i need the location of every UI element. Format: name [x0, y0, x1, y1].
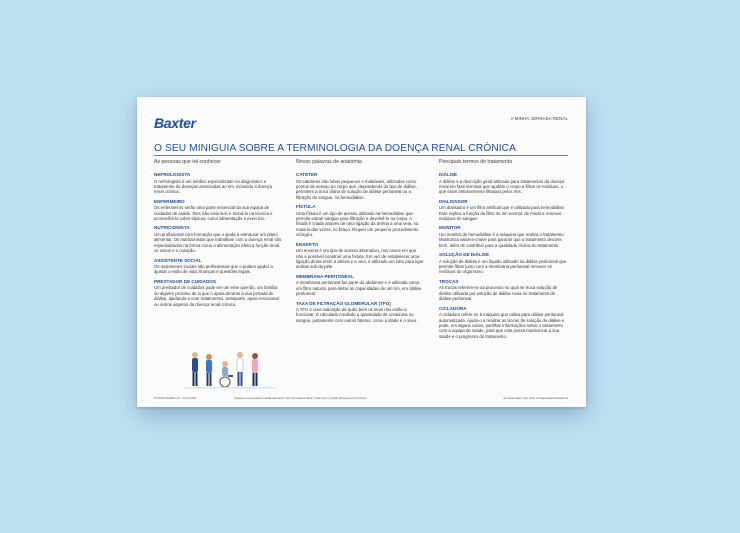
- term-title: CATETER: [296, 172, 318, 177]
- column-heading: Novas palavras de anatomia: [296, 159, 362, 165]
- term-title: TROCAS: [439, 278, 459, 284]
- term-title: TAXA DE FILTRAÇÃO GLOMERULAR (TFG): [296, 300, 391, 306]
- term-title: PRESTADOR DE CUIDADOS: [154, 278, 216, 284]
- person-figure: [252, 353, 258, 386]
- term-title: DIALISADOR: [439, 198, 468, 204]
- column-anatomy: [296, 159, 424, 327]
- term-definition: Um enxerto é um tipo de acesso alternativo, nos casos em que não é possível construir uma fístula. Em vez de estabelecer uma ligação direta entre a artéria e a veia, é utilizado um tubo para ligar ambas sob da pele.: [296, 248, 424, 270]
- term-title: CICLADORA: [439, 305, 467, 311]
- term-definition: O nefrologista é um médico especializado no diagnóstico e tratamento de doenças associadas ao rim, incluindo a doença renal crónica.: [154, 178, 272, 195]
- term-definition: Os enfermeiros serão uma parte essencial da sua equipa de cuidados de saúde. Eles irão ensiná-lo e treiná-lo na técnica e aconselhá-lo sobre tópicos, como alimentação e exercício.: [154, 205, 273, 222]
- term-definition: Um dialisador é um filtro artificial que é utilizado para hemodiálise. Este replica a função de filtro do rim normal, de modo a remover resíduos do sangue.: [439, 205, 566, 222]
- term-definition: Os cateteres são tubos pequenos e maleáveis, utilizados como pontos de acesso ao corpo que, dependendo do tipo de diálise, permitem a troca diária de solução de diálise peritoneal ou a filtração do sangue, na hemodiálise.: [296, 178, 417, 200]
- term-title: ENFERMEIRO: [154, 198, 185, 204]
- term-definition: As trocas referem-se ao processo no qual se troca solução de diálise utilizada por solução de diálise nova no tratamento de diálise peritoneal.: [439, 285, 558, 302]
- term-title: NUTRICIONISTA: [154, 225, 190, 231]
- baxter-logo: Baxter: [154, 115, 196, 131]
- leaflet-footer: [154, 397, 568, 403]
- person-figure: [192, 352, 198, 386]
- column-heading: Principais termos de tratamento: [439, 159, 513, 165]
- term-title: FÍSTULA: [296, 204, 316, 210]
- term-definition: A solução de diálise é um líquido utilizado na diálise peritoneal que permite filtrar junto com a membrana peritoneal remover os resíduos do organismo.: [439, 258, 567, 275]
- person-figure: [237, 352, 243, 386]
- term-definition: Uma fístula é um tipo de acesso utilizado na hemodiálise que permite extrair sangue para filtração e devolvê-lo ao corpo. A fístula é criada através de uma ligação da artéria a uma veia, na maioria das vezes, no braço. Requer um pequeno procedimento cirúrgico.: [296, 210, 419, 238]
- term-title: MEMBRANA PERITONEAL: [296, 273, 354, 279]
- term-title: DIÁLISE: [439, 172, 458, 177]
- term-title: SOLUÇÃO DE DIÁLISE: [439, 252, 490, 258]
- term-definition: Um prestador de cuidados pode ser um ente querido, um familiar ou alguém próximo de si que o apoia durante a sua jornada de diálise, ajudando-o com tratamentos, transporte, apoio emocional ou outros aspetos da doença renal crónica.: [154, 285, 279, 307]
- term-definition: A cicladora refere-se à máquina que utiliza para diálise peritoneal automatizada. Ajuda-o a realizar as trocas de solução de diálise e pode, em alguns casos, partilhar informações sobre o tratamento com a equipa de saúde, para que esta possa monitorizar a sua saúde e o progresso do tratamento.: [439, 312, 565, 339]
- term-title: MONITOR: [439, 225, 461, 231]
- title-divider: [154, 155, 568, 156]
- journey-tagline: A MINHA JORNADA RENAL: [510, 116, 568, 121]
- term-definition: Um monitor de hemodiálise é a máquina que realiza o tratamento. Monitoriza valores-chave para garantir que o tratamento decorre bem, além de contribuir para a qualidade clínica do tratamento.: [439, 231, 565, 248]
- column-people: [154, 159, 282, 311]
- wheelchair-person-figure: [220, 361, 233, 387]
- contact-note: Contacte a sua equipa de saúde para obter mais informações sobre o tratamento e gestão da doença renal crónica.: [234, 397, 368, 400]
- column-treatment: [439, 159, 567, 343]
- term-title: NEFROLOGISTA: [154, 172, 191, 177]
- term-definition: Um profissional com formação que o ajuda a estruturar um plano alimentar. Os nutricionistas que trabalham com a doença renal são especializados na forma como a alimentação afeta a função renal, os ossos e o coração.: [154, 231, 282, 254]
- term-definition: A diálise é a descrição geral utilizada para tratamentos da doença renal em fase terminal que ajudam o corpo a filtrar os resíduos, o que eram anteriormente filtrados pelos rins.: [439, 178, 565, 195]
- term-title: ENXERTO: [296, 241, 319, 247]
- term-definition: Os assistentes sociais são profissionais que o podem ajudar a ajustar o estilo de vida, finanças e questões legais.: [154, 264, 273, 275]
- website-note: Se quiser saber mais, visite minhajornadarenal.baxter.pt: [503, 397, 568, 400]
- term-definition: A membrana peritoneal faz parte do abdómen e é utilizada como um filtro natural, para imitar as capacidades de um rim, em diálise peritoneal.: [296, 280, 422, 297]
- care-team-illustration-icon: [185, 347, 275, 395]
- term-definition: A TFG é uma indicação de quão bem os seus rins estão a funcionar. É calculada medindo a quantidade de creatinina no sangue, juntamente com outros fatores, como a idade e o sexo.: [296, 307, 418, 323]
- document-code: PT-RC00-210029 v1.0 – Junho 2021: [154, 397, 197, 400]
- column-heading: As pessoas que irá conhecer: [154, 159, 221, 165]
- term-title: ASSISTENTE SOCIAL: [154, 257, 202, 263]
- terminology-leaflet: [137, 97, 586, 407]
- page-title: O SEU MINIGUIA SOBRE A TERMINOLOGIA DA DOENÇA RENAL CRÓNICA: [154, 143, 516, 154]
- person-figure: [206, 354, 212, 386]
